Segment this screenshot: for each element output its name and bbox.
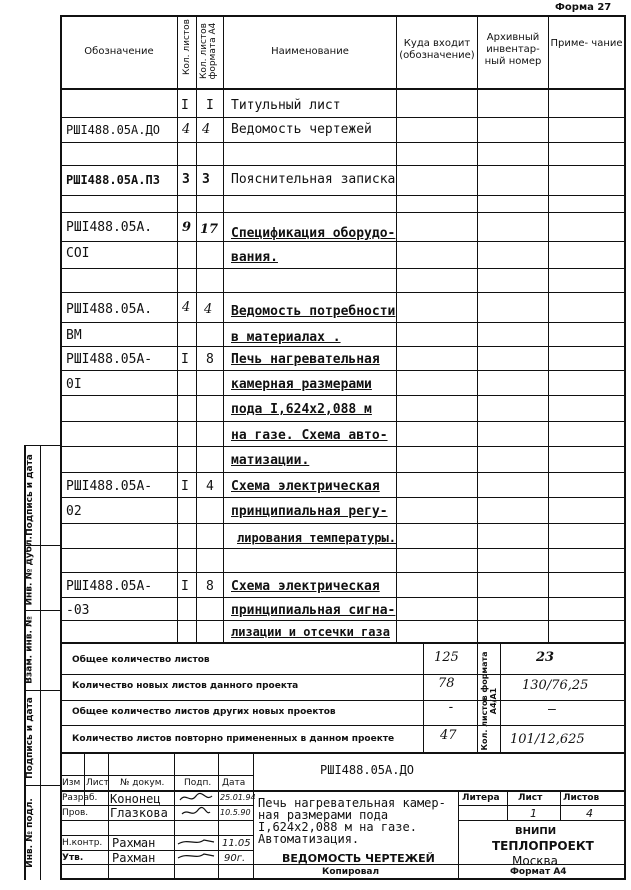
tb-org2: ТЕПЛОПРОЕКТ xyxy=(492,839,594,853)
row-3-n1: 3 xyxy=(182,172,190,187)
summary-2-label: Количество новых листов данного проекта xyxy=(72,681,299,691)
summary-1-val: 125 xyxy=(434,650,459,665)
tb-code: РШI488.05А.ДО xyxy=(320,763,414,777)
tb-h-data: Дата xyxy=(222,778,246,788)
tb-h-list: Лист xyxy=(86,778,109,788)
tb-date-prov: 10.5.90 xyxy=(220,808,251,817)
row-5-name: вания. xyxy=(231,250,278,265)
row-16-n1: I xyxy=(181,579,189,594)
tb-list-val: 1 xyxy=(530,807,537,820)
tb-listov-val: 4 xyxy=(586,807,593,820)
summary-2-val2: 130/76,25 xyxy=(522,678,589,693)
side-inv-dubl: Инв. № дубл. xyxy=(24,536,35,606)
row-12-name: матизации. xyxy=(231,453,310,468)
row-13-name: Схема электрическая xyxy=(231,479,380,494)
tb-desc-3: I,624х2,088 м на газе. xyxy=(258,820,417,834)
row-10-name: пода I,624х2,088 м xyxy=(231,402,372,417)
summary-rotated-label: Кол. листов формата А4/А1 xyxy=(480,651,498,751)
row-1-n2: I xyxy=(206,98,214,113)
tb-h-doc: № докум. xyxy=(120,778,165,788)
row-6-n2: 4 xyxy=(204,302,213,317)
tb-date-razrab: 25.01.94 xyxy=(220,793,256,802)
tb-role-utv: Утв. xyxy=(62,853,84,863)
row-17-code: -03 xyxy=(66,603,90,618)
row-15-name: лирования температуры. xyxy=(237,531,396,545)
row-9-code: 0I xyxy=(66,377,82,392)
summary-3-val: - xyxy=(447,700,455,715)
row-16-name: Схема электрическая xyxy=(231,579,380,594)
row-14-name: принципиальная регу- xyxy=(231,504,388,519)
row-6-code: РШI488.05А. xyxy=(66,302,153,317)
row-16-n2: 8 xyxy=(206,579,214,594)
row-2-name: Ведомость чертежей xyxy=(231,122,372,137)
side-podpis-data-top: Подпись и дата xyxy=(25,454,35,536)
tb-name-razrab: Кононец xyxy=(110,792,161,806)
tb-list: Лист xyxy=(518,793,543,803)
row-4-name: Спецификация оборудо- xyxy=(231,226,396,241)
row-7-name: в материалах . xyxy=(231,330,341,345)
row-17-name: принципиальная сигна- xyxy=(231,603,396,618)
row-8-n2: 8 xyxy=(206,352,214,367)
side-vzam-inv: Взам. инв. № xyxy=(24,616,35,684)
tb-role-nkontr: Н.контр. xyxy=(62,838,103,848)
row-3-n2: 3 xyxy=(202,172,210,187)
summary-4-label: Количество листов повторно примененных в данном проекте xyxy=(72,734,395,744)
summary-4-val2: 101/12,625 xyxy=(510,732,585,747)
forma-label: Форма 27 xyxy=(555,2,612,13)
row-18-name: лизации и отсечки газа xyxy=(231,625,390,639)
tb-name-utv: Рахман xyxy=(112,851,156,865)
header-kuda-vhodit: Куда входит (обозначение) xyxy=(399,38,475,61)
tb-h-izm: Изм xyxy=(62,778,81,788)
side-inv-podl: Инв. № подл. xyxy=(25,798,35,868)
row-3-name: Пояснительная записка xyxy=(231,172,396,187)
tb-role-prov: Пров. xyxy=(62,808,89,818)
row-8-n1: I xyxy=(181,352,189,367)
row-8-code: РШI488.05А- xyxy=(66,352,153,367)
tb-desc-2: ная размерами пода xyxy=(258,808,389,822)
header-kol-listov-a4: Кол. листов формата А4 xyxy=(199,22,218,80)
summary-3-label: Общее количество листов других новых проектов xyxy=(72,707,336,717)
row-5-code: СОI xyxy=(66,246,90,261)
row-2-n2: 4 xyxy=(202,122,211,137)
row-1-name: Титульный лист xyxy=(231,98,341,113)
tb-org1: ВНИПИ xyxy=(515,826,557,837)
row-6-name: Ведомость потребности xyxy=(231,304,396,319)
row-4-code: РШI488.05А. xyxy=(66,220,153,235)
tb-date-nkontr: 11.05 xyxy=(222,838,251,849)
row-8-name: Печь нагревательная xyxy=(231,352,380,367)
row-4-n1: 9 xyxy=(182,220,192,235)
signatures-drawing xyxy=(174,790,218,864)
header-kol-listov: Кол. листов xyxy=(182,19,192,75)
row-14-code: 02 xyxy=(66,504,82,519)
row-13-n1: I xyxy=(181,479,189,494)
tb-desc-1: Печь нагревательная камер- xyxy=(258,796,446,810)
summary-1-label: Общее количество листов xyxy=(72,655,210,665)
row-4-n2: 17 xyxy=(200,222,219,237)
tb-litera: Литера xyxy=(462,793,500,803)
row-6-n1: 4 xyxy=(182,300,191,315)
row-11-name: на газе. Схема авто- xyxy=(231,428,388,443)
tb-date-utv: 90г. xyxy=(224,853,246,864)
header-arhivny: Архивный инвентар- ный номер xyxy=(484,32,542,67)
tb-city: Москва xyxy=(512,854,558,868)
header-naimenovanie: Наименование xyxy=(271,46,349,57)
row-7-code: ВМ xyxy=(66,328,82,343)
summary-3-val2: — xyxy=(548,702,556,717)
row-2-code: РШI488.05А.ДО xyxy=(66,123,160,137)
tb-role-razrab: Разраб. xyxy=(62,793,98,803)
header-oboznachenie: Обозначение xyxy=(84,46,154,57)
row-13-code: РШI488.05А- xyxy=(66,479,153,494)
row-2-n1: 4 xyxy=(182,122,191,137)
summary-1-val2: 23 xyxy=(536,650,555,665)
tb-kopiroval: Копировал xyxy=(322,867,380,877)
row-13-n2: 4 xyxy=(206,479,214,494)
tb-format: Формат А4 xyxy=(510,867,567,877)
tb-name-nkontr: Рахман xyxy=(112,836,156,850)
tb-doc-title: ВЕДОМОСТЬ ЧЕРТЕЖЕЙ xyxy=(282,852,435,865)
tb-h-podp: Подп. xyxy=(184,778,212,788)
summary-4-val: 47 xyxy=(440,728,457,743)
row-9-name: камерная размерами xyxy=(231,377,372,392)
row-1-n1: I xyxy=(181,98,189,113)
header-primechanie: Приме- чание xyxy=(550,38,623,49)
tb-listov: Листов xyxy=(563,793,600,803)
summary-2-val: 78 xyxy=(438,676,455,691)
side-podpis-data: Подпись и дата xyxy=(25,697,35,779)
tb-desc-4: Автоматизация. xyxy=(258,832,360,846)
row-16-code: РШI488.05А- xyxy=(66,579,153,594)
tb-name-prov: Глазкова xyxy=(110,806,168,820)
row-3-code: РШI488.05А.ПЗ xyxy=(66,173,160,187)
